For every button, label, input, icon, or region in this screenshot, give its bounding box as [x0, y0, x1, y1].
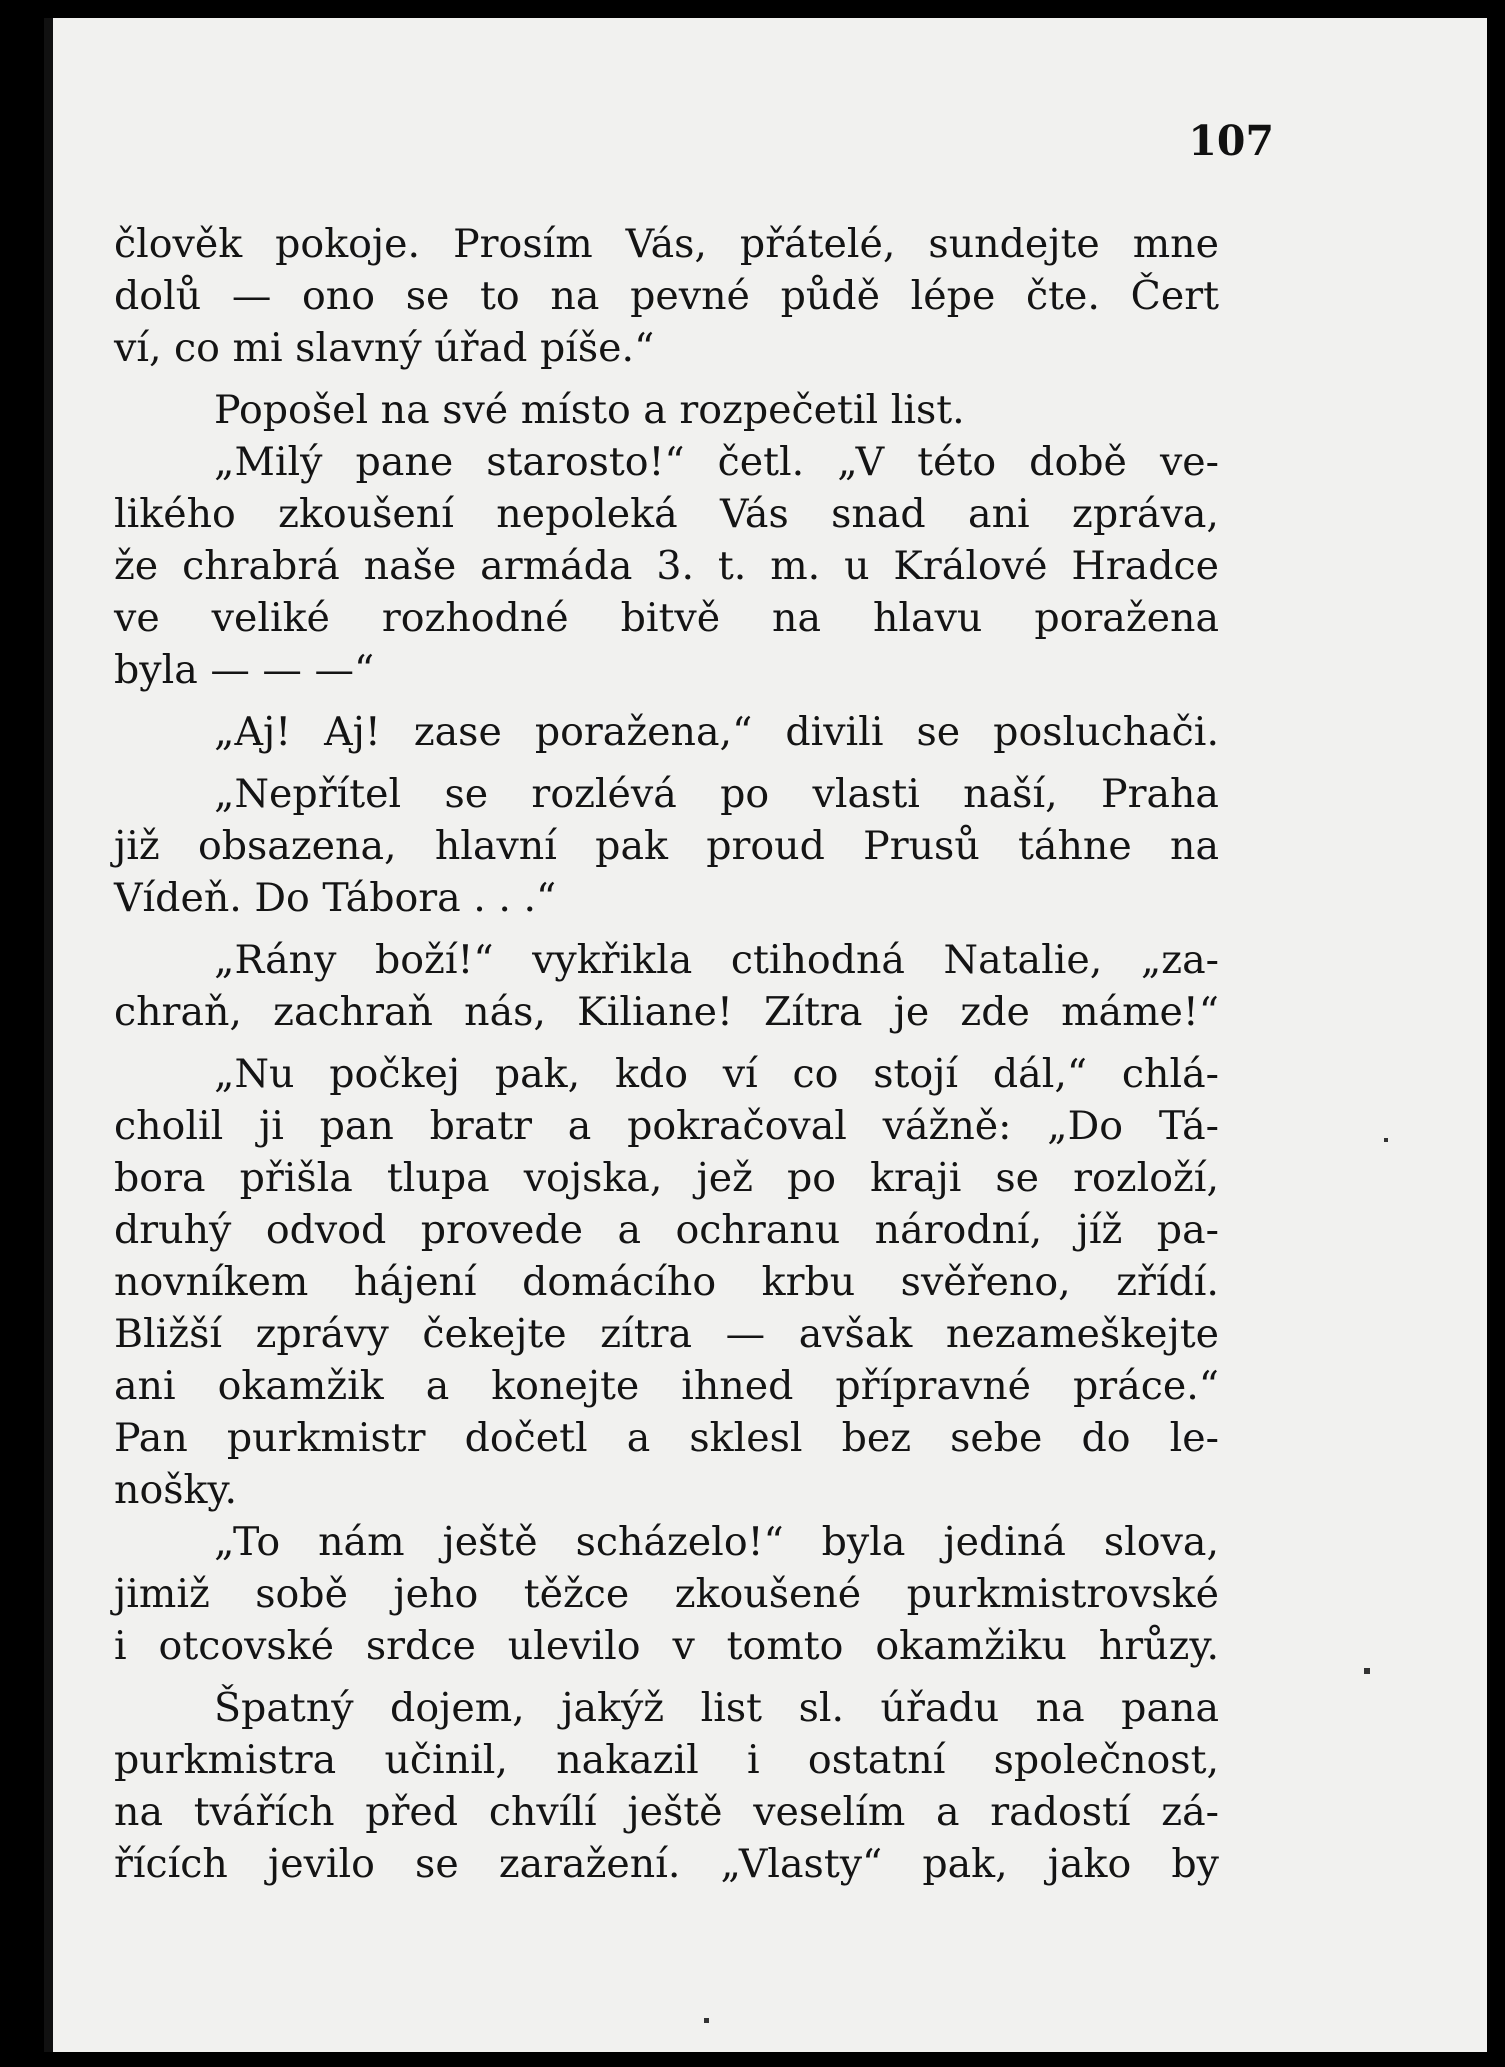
text-line: ví, co mi slavný úřad píše.“	[114, 325, 655, 371]
text-line: purkmistra učinil, nakazil i ostatní společnost,	[114, 1737, 1219, 1783]
text-line: ve veliké rozhodné bitvě na hlavu poražena	[114, 595, 1219, 641]
text-line: Vídeň. Do Tábora . . .“	[114, 875, 557, 921]
text-line: člověk pokoje. Prosím Vás, přátelé, sundejte mne	[114, 221, 1219, 267]
text-line: likého zkoušení nepoleká Vás snad ani zpráva,	[114, 491, 1219, 537]
text-line: cholil ji pan bratr a pokračoval vážně: „Do Tá-	[114, 1103, 1219, 1149]
body-text	[114, 218, 1219, 1890]
text-line: chraň, zachraň nás, Kiliane! Zítra je zde máme!“	[114, 989, 1219, 1035]
text-line: „Aj! Aj! zase poražena,“ divili se posluchači.	[214, 709, 1219, 755]
text-line: na tvářích před chvílí ještě veselím a radostí zá-	[114, 1789, 1219, 1835]
text-line: Špatný dojem, jakýž list sl. úřadu na pana	[214, 1685, 1219, 1731]
paper-sheet	[44, 18, 1487, 2052]
text-line: ani okamžik a konejte ihned přípravné práce.“	[114, 1363, 1219, 1409]
text-line: Popošel na své místo a rozpečetil list.	[214, 387, 965, 433]
text-line: „Rány boží!“ vykřikla ctihodná Natalie, „za-	[214, 937, 1219, 983]
dust-speck	[1384, 1138, 1388, 1142]
text-line: „To nám ještě scházelo!“ byla jediná slova,	[214, 1519, 1219, 1565]
dust-speck	[1364, 1668, 1370, 1674]
binding-edge	[44, 18, 53, 2052]
text-line: Pan purkmistr dočetl a sklesl bez sebe do le-	[114, 1415, 1219, 1461]
text-line: i otcovské srdce ulevilo v tomto okamžiku hrůzy.	[114, 1623, 1219, 1669]
text-line: „Nu počkej pak, kdo ví co stojí dál,“ chlá-	[214, 1051, 1219, 1097]
text-line: byla — — —“	[114, 647, 375, 693]
page-number: 107	[1188, 117, 1274, 165]
text-line: Bližší zprávy čekejte zítra — avšak nezameškejte	[114, 1311, 1219, 1357]
text-line: nošky.	[114, 1467, 238, 1513]
text-line: druhý odvod provede a ochranu národní, jíž pa-	[114, 1207, 1219, 1253]
text-line: již obsazena, hlavní pak proud Prusů táhne na	[114, 823, 1219, 869]
text-line: novníkem hájení domácího krbu svěřeno, zřídí.	[114, 1259, 1219, 1305]
dust-speck	[704, 2018, 709, 2023]
text-line: řících jevilo se zaražení. „Vlasty“ pak, jako by	[114, 1841, 1219, 1887]
text-line: bora přišla tlupa vojska, jež po kraji se rozloží,	[114, 1155, 1219, 1201]
text-line: „Nepřítel se rozlévá po vlasti naší, Praha	[214, 771, 1219, 817]
text-line: že chrabrá naše armáda 3. t. m. u Králové Hradce	[114, 543, 1219, 589]
text-line: dolů — ono se to na pevné půdě lépe čte. Čert	[114, 273, 1219, 319]
text-line: jimiž sobě jeho těžce zkoušené purkmistrovské	[114, 1571, 1219, 1617]
text-line: „Milý pane starosto!“ četl. „V této době ve-	[214, 439, 1219, 485]
